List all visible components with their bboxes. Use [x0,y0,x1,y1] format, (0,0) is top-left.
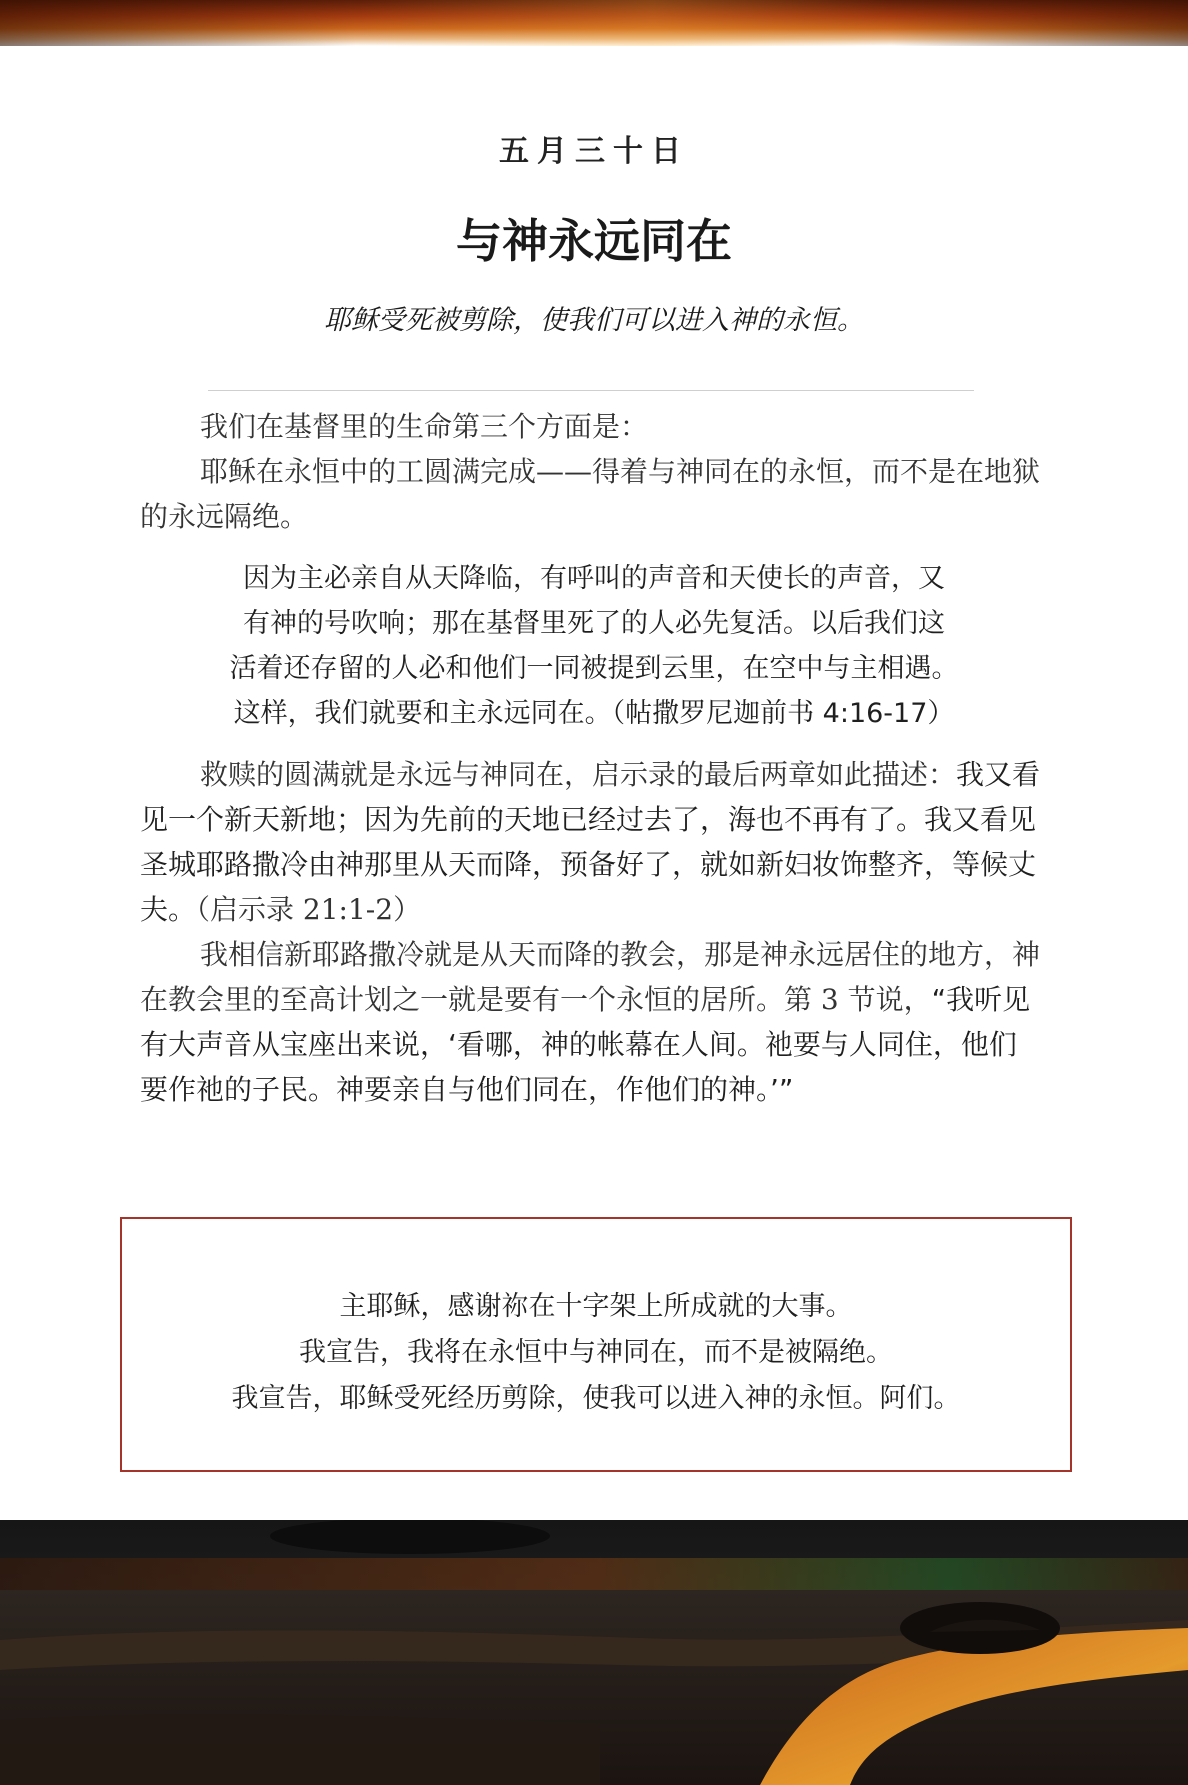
landscape-illustration [0,1520,1188,1785]
prayer-line: 我宣告，我将在永恒中与神同在，而不是被隔绝。 [299,1337,893,1368]
scripture-quote [160,556,1028,736]
revelation-scripture: 我又看见一个新天新地；因为先前的天地已经过去了，海也不再有了。我又看见圣城耶路撒冷由神那里从天而降，预备好了，就如新妇妆饰整齐，等候丈夫。 [140,758,1041,926]
top-sunset-band [0,0,1188,46]
quote-line: 因为主必亲自从天降临，有呼叫的声音和天使长的声音，又 [243,563,945,594]
intro-line-2: 耶稣在永恒中的工圆满完成——得着与神同在的永恒，而不是在地狱的永远隔绝。 [140,455,1041,533]
revelation-text [140,752,1044,932]
quote-line: 有神的号吹响；那在基督里死了的人必先复活。以后我们这 [243,608,945,639]
intro-section [140,404,1044,539]
page-title: 与神永远同在 [456,214,732,268]
quote-line: 活着还存留的人必和他们一同被提到云里，在空中与主相遇。 [229,653,959,684]
revelation-paragraph [140,752,1044,1112]
page-subtitle: 耶稣受死被剪除，使我们可以进入神的永恒。 [324,305,864,336]
jerusalem-text [140,932,1044,1112]
prayer-line: 我宣告，耶稣受死经历剪除，使我可以进入神的永恒。阿们。 [231,1383,961,1414]
page-date: 五月三十日 [499,134,689,169]
revelation-ref: （启示录 21:1-2） [196,893,422,926]
bottom-landscape-image [0,1520,1188,1785]
prayer-text [122,1284,1070,1422]
jerusalem-lead: 我相信新耶路撒冷就是从天而降的教会，那是神永远居住的地方，神在教会里的至高计划之一就是要有一个永恒的居所。第 3 节说， [140,938,1041,1016]
prayer-line: 主耶稣，感谢祢在十字架上所成就的大事。 [339,1291,853,1322]
title-divider [208,390,974,391]
quote-line: 这样，我们就要和主永远同在。（帖撒罗尼迦前书 4:16-17） [233,698,955,729]
revelation-lead: 救赎的圆满就是永远与神同在，启示录的最后两章如此描述： [200,758,957,791]
jerusalem-scripture: “我听见有大声音从宝座出来说，‘看哪，神的帐幕在人间。祂要与人同住，他们要作祂的子民。神要亲自与他们同在，作他们的神。’” [140,983,1031,1106]
intro-line-1: 我们在基督里的生命第三个方面是： [200,410,649,443]
prayer-box [120,1217,1072,1472]
